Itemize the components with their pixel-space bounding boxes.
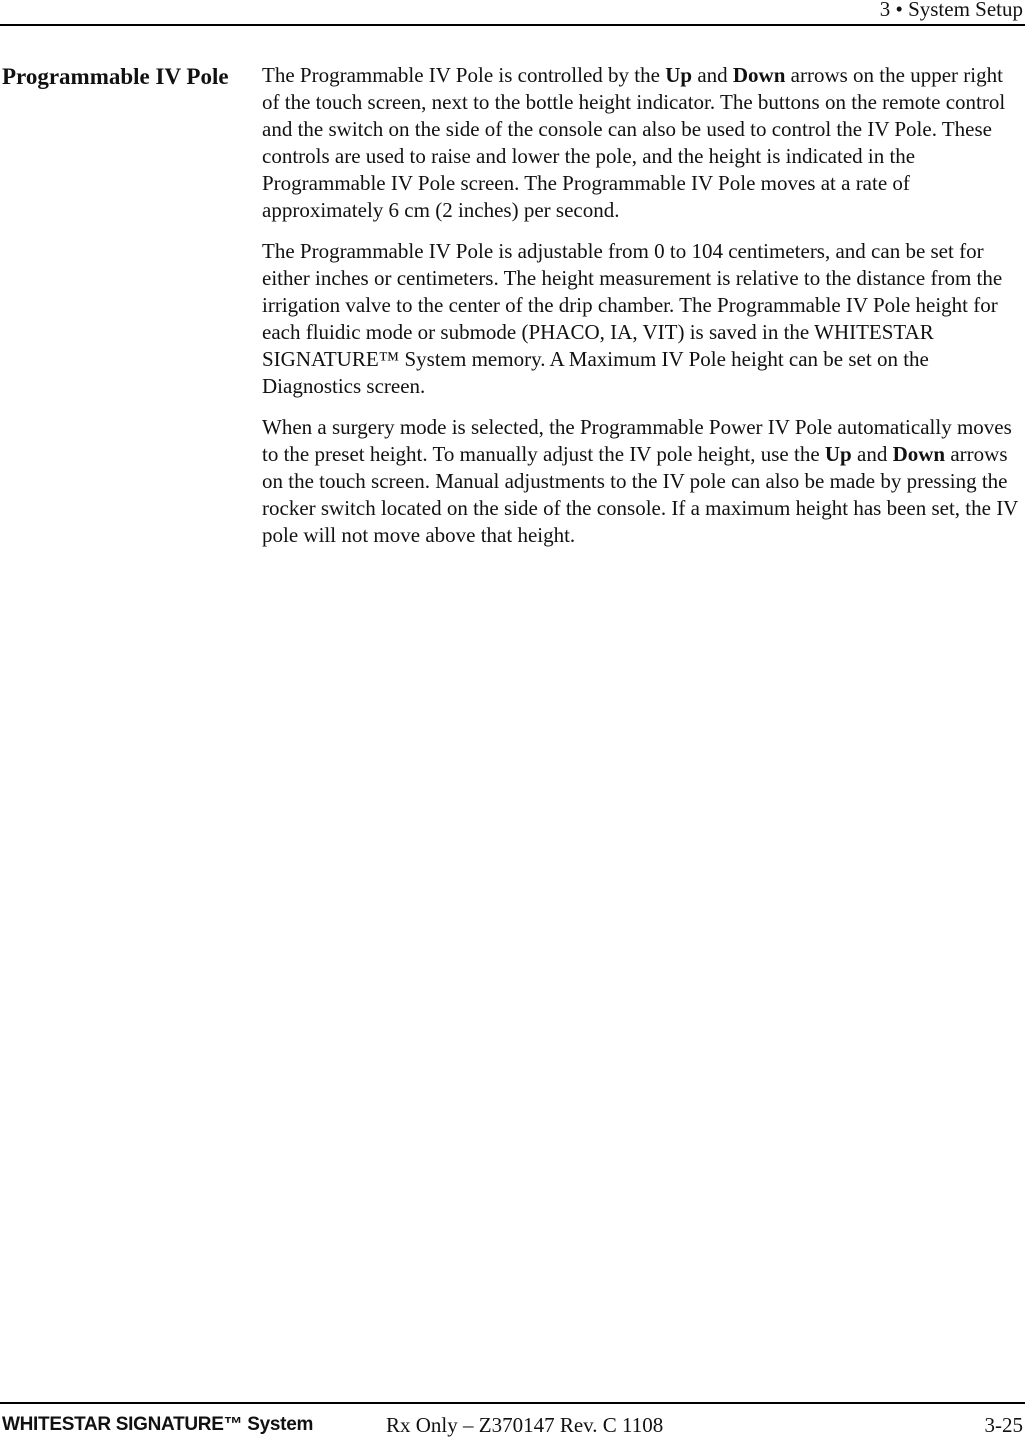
page-header [0,0,1025,26]
footer-product-name: WHITESTAR SIGNATURE™ System [2,1414,314,1435]
footer-divider [0,1402,1025,1404]
text-run: The Programmable IV Pole is adjustable from 0 to 104 centimeters, and can be set for either inches or centimeters. The height measurement is relative to the distance from the irrigation valve to the center of the drip chamber. The Programmable IV Pole height for each fluidic mode or submode (PHACO, IA, VIT) is saved in the WHITESTAR SIGNATURE™ System memory. A Maximum IV Pole height can be set on the Diagnostics screen. [262,239,1003,398]
chapter-heading: 3 • System Setup [879,0,1023,21]
page-number: 3-25 [984,1413,1023,1437]
text-run: The Programmable IV Pole is controlled by the [262,63,666,87]
body-paragraph [262,238,1024,400]
text-run: and [851,442,893,466]
bold-term: Down [892,442,946,466]
bold-term: Up [824,442,852,466]
page-footer [0,1412,1025,1441]
section-body [262,62,1024,563]
header-divider [0,24,1025,26]
text-run: When a surgery mode is selected, the Programmable Power IV Pole automatically moves to the preset height. To manually adjust the IV pole height, use the [262,415,1012,466]
bold-term: Up [665,63,693,87]
text-run: and [692,63,733,87]
body-paragraph [262,414,1024,549]
text-run: arrows on the upper right of the touch screen, next to the bottle height indicator. The buttons on the remote control and the switch on the side of the console can also be used to control the IV Pole. These controls are used to raise and lower the pole, and the height is indicated in the Programmable IV Pole screen. The Programmable IV Pole moves at a rate of approximately 6 cm (2 inches) per second. [262,63,1006,222]
body-paragraph [262,62,1024,224]
text-run: arrows on the touch screen. Manual adjustments to the IV pole can also be made by pressing the rocker switch located on the side of the console. If a maximum height has been set, the IV pole will not move above that height. [262,442,1018,547]
bold-term: Down [732,63,786,87]
footer-document-info: Rx Only – Z370147 Rev. C 1108 [386,1413,664,1437]
section-title: Programmable IV Pole [2,64,229,89]
